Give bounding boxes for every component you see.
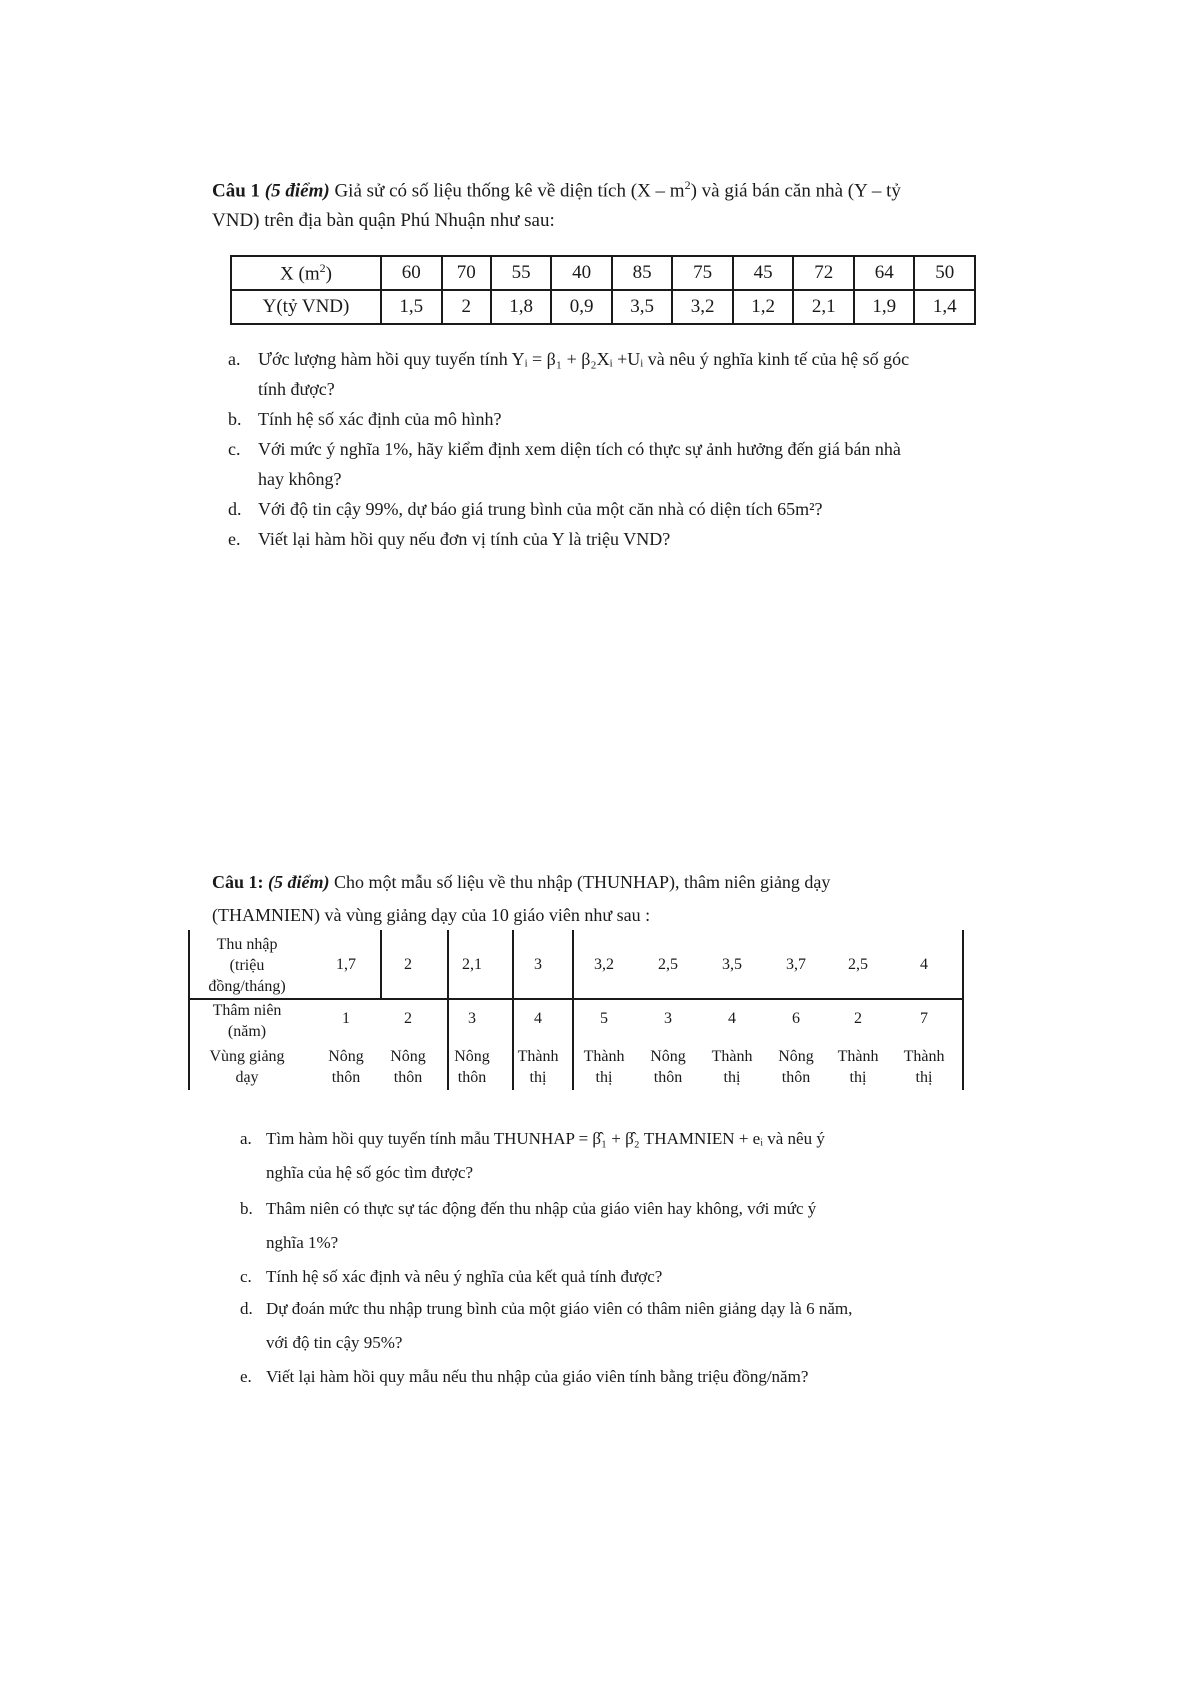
q2-seniority-cell: 3 <box>664 1010 672 1027</box>
q1-y-cell: 1,4 <box>914 290 975 324</box>
q1-question-c: c. Với mức ý nghĩa 1%, hãy kiểm định xem diện tích có thực sự ảnh hưởng đến giá bán nhà hay không? <box>228 439 901 489</box>
q2-question-d: d. Dự đoán mức thu nhập trung bình của một giáo viên có thâm niên giảng dạy là 6 năm, với độ tin cậy 95%? <box>240 1299 853 1352</box>
q2-income-cell: 2 <box>404 956 412 973</box>
q1-question-d: d. Với độ tin cậy 99%, dự báo giá trung bình của một căn nhà có diện tích 65m²? <box>228 499 823 519</box>
q1-x-cell: 72 <box>793 256 854 290</box>
q2-income-cell: 3,2 <box>594 956 614 973</box>
q1-data-table <box>230 255 976 325</box>
q2-question-c: c. Tính hệ số xác định và nêu ý nghĩa của kết quả tính được? <box>240 1267 663 1286</box>
q2-data-table <box>188 930 964 1090</box>
q1-row-x <box>231 256 975 290</box>
q1-y-cell: 1,9 <box>854 290 915 324</box>
q2-region-cell: Thành thị <box>517 1048 559 1086</box>
q2-region-cell: Nông thôn <box>650 1048 686 1086</box>
q1-x-cell: 45 <box>733 256 794 290</box>
table-rule <box>188 998 964 1000</box>
q1-y-cell: 1,2 <box>733 290 794 324</box>
q1-y-cell: 3,5 <box>612 290 673 324</box>
q2-question-a: a. Tìm hàm hồi quy tuyến tính mẫu THUNHAP = β̂₁ + β̂₂ THAMNIEN + eᵢ và nêu ý nghĩa của hệ số góc tìm được? <box>240 1129 825 1182</box>
q2-income-cell: 3,5 <box>722 956 742 973</box>
q1-x-cell: 55 <box>491 256 552 290</box>
q2-seniority-cell: 3 <box>468 1010 476 1027</box>
q1-question-b: b. Tính hệ số xác định của mô hình? <box>228 409 502 429</box>
q2-seniority-cell: 4 <box>534 1010 542 1027</box>
q1-intro-line2: VND) trên địa bàn quận Phú Nhuận như sau: <box>212 210 555 232</box>
q2-income-cell: 2,1 <box>462 956 482 973</box>
q2-region-cell: Nông thôn <box>778 1048 814 1086</box>
q2-title: Câu 1: <box>212 872 264 892</box>
q1-y-cell: 1,5 <box>381 290 442 324</box>
q2-region-cell: Thành thị <box>711 1048 753 1086</box>
q1-title: Câu 1 <box>212 180 261 202</box>
q1-intro <box>212 170 992 236</box>
q1-y-cell: 2,1 <box>793 290 854 324</box>
q1-y-cell: 1,8 <box>491 290 552 324</box>
q2-intro-line1: Câu 1: (5 điểm) Cho một mẫu số liệu về thu nhập (THUNHAP), thâm niên giảng dạy <box>212 872 831 892</box>
q1-row-x-label: X $(m^2)$ <box>231 256 381 290</box>
q2-intro-line2: (THAMNIEN) và vùng giảng dạy của 10 giáo viên như sau : <box>212 905 651 925</box>
q1-x-cell: 70 <box>442 256 491 290</box>
q2-region-cell: Nông thôn <box>390 1048 426 1086</box>
table-rule <box>380 930 382 1000</box>
table-rule <box>188 930 190 1090</box>
q2-seniority-cell: 2 <box>854 1010 862 1027</box>
q1-y-cell: 0,9 <box>551 290 612 324</box>
q2-income-cell: 2,5 <box>658 956 678 973</box>
q2-region-cell: Thành thị <box>837 1048 879 1086</box>
q1-intro-line1: Câu 1 (5 điểm) Giả sử có số liệu thống kê về diện tích $(X - m^2)$ và giá bán căn nhà (Y – tỷ <box>212 178 901 202</box>
q2-seniority-cell: 5 <box>600 1010 608 1027</box>
q2-seniority-cell: 4 <box>728 1010 736 1027</box>
q2-seniority-cell: 6 <box>792 1010 800 1027</box>
q2-income-cell: 2,5 <box>848 956 868 973</box>
q2-points: (5 điểm) <box>268 872 330 892</box>
q2-row-seniority-label: Thâm niên (năm) <box>212 1002 282 1040</box>
q2-question-b: b. Thâm niên có thực sự tác động đến thu nhập của giáo viên hay không, với mức ý nghĩa 1%? <box>240 1199 817 1252</box>
q2-income-cell: 3,7 <box>786 956 806 973</box>
q2-question-e: e. Viết lại hàm hồi quy mẫu nếu thu nhập của giáo viên tính bằng triệu đồng/năm? <box>240 1367 809 1386</box>
q1-x-cell: 40 <box>551 256 612 290</box>
q2-seniority-cell: 7 <box>920 1010 928 1027</box>
q1-row-y <box>231 290 975 324</box>
q2-income-cell: 1,7 <box>336 956 356 973</box>
q2-income-cell: 4 <box>920 956 928 973</box>
q1-x-cell: 75 <box>672 256 733 290</box>
q2-seniority-cell: 1 <box>342 1010 350 1027</box>
table-rule <box>962 930 964 1090</box>
q2-region-cell: Nông thôn <box>454 1048 490 1086</box>
q1-question-e: e. Viết lại hàm hồi quy nếu đơn vị tính của Y là triệu VND? <box>228 529 671 549</box>
q2-seniority-cell: 2 <box>404 1010 412 1027</box>
q1-x-cell: 60 <box>381 256 442 290</box>
q2-region-cell: Nông thôn <box>328 1048 364 1086</box>
q2-intro <box>212 866 938 932</box>
q1-y-cell: 3,2 <box>672 290 733 324</box>
q1-y-cell: 2 <box>442 290 491 324</box>
q1-x-cell: 64 <box>854 256 915 290</box>
q2-region-cell: Thành thị <box>903 1048 945 1086</box>
q1-x-cell: 85 <box>612 256 673 290</box>
q1-points: (5 điểm) <box>264 180 330 202</box>
q2-income-cell: 3 <box>534 956 542 973</box>
q1-row-y-label: Y(tỷ VND) <box>231 290 381 324</box>
q2-row-region-label: Vùng giảng dạy <box>209 1048 285 1086</box>
q2-region-cell: Thành thị <box>583 1048 625 1086</box>
q1-x-cell: 50 <box>914 256 975 290</box>
q1-question-a: a. Ước lượng hàm hồi quy tuyến tính Yᵢ = β₁ + β₂Xᵢ +Uᵢ và nêu ý nghĩa kinh tế của hệ số góc tính được? <box>228 349 910 399</box>
q2-row-income-label: Thu nhập (triệu đồng/tháng) <box>208 936 286 995</box>
